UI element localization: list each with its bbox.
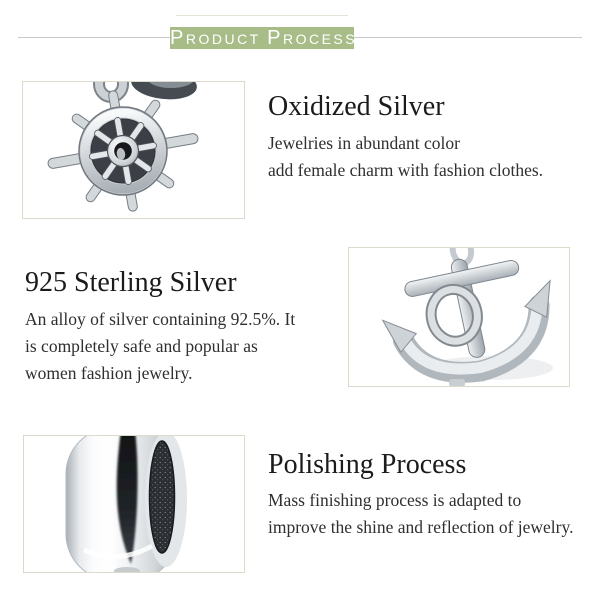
banner-title-part: P [170, 27, 186, 49]
ship-wheel-charm-image [23, 82, 244, 218]
section-body-sterling-silver [25, 306, 295, 387]
body-line: Mass finishing process is adapted to [268, 490, 522, 510]
ship-wheel-image-frame [22, 81, 245, 219]
body-line: women fashion jewelry. [25, 363, 193, 383]
polished-bead-charm-image [24, 436, 244, 572]
banner-title-part: ROCESS [282, 31, 358, 47]
section-heading-polishing-process: Polishing Process [268, 449, 467, 480]
top-faint-line [176, 15, 348, 16]
product-process-banner [170, 27, 358, 49]
body-line: add female charm with fashion clothes. [268, 160, 544, 180]
body-line: An alloy of silver containing 92.5%. It [25, 309, 296, 329]
section-body-polishing-process [268, 487, 574, 541]
section-heading-oxidized-silver: Oxidized Silver [268, 91, 445, 122]
body-line: is completely safe and popular as [25, 336, 258, 356]
bead-image-frame [23, 435, 245, 573]
section-body-oxidized-silver [268, 130, 543, 184]
section-heading-sterling-silver: 925 Sterling Silver [25, 267, 237, 298]
anchor-charm-image [349, 248, 569, 386]
chain-bit [449, 379, 465, 386]
body-line: improve the shine and reflection of jewelry. [268, 517, 574, 537]
ship-wheel [38, 82, 209, 218]
banner-title-part: P [267, 27, 283, 49]
polished-bead [66, 436, 187, 572]
anchor-image-frame [348, 247, 570, 387]
banner-title-part: RODUCT [185, 31, 261, 47]
adjacent-charm-shape [130, 82, 199, 102]
body-line: Jewelries in abundant color [268, 133, 460, 153]
